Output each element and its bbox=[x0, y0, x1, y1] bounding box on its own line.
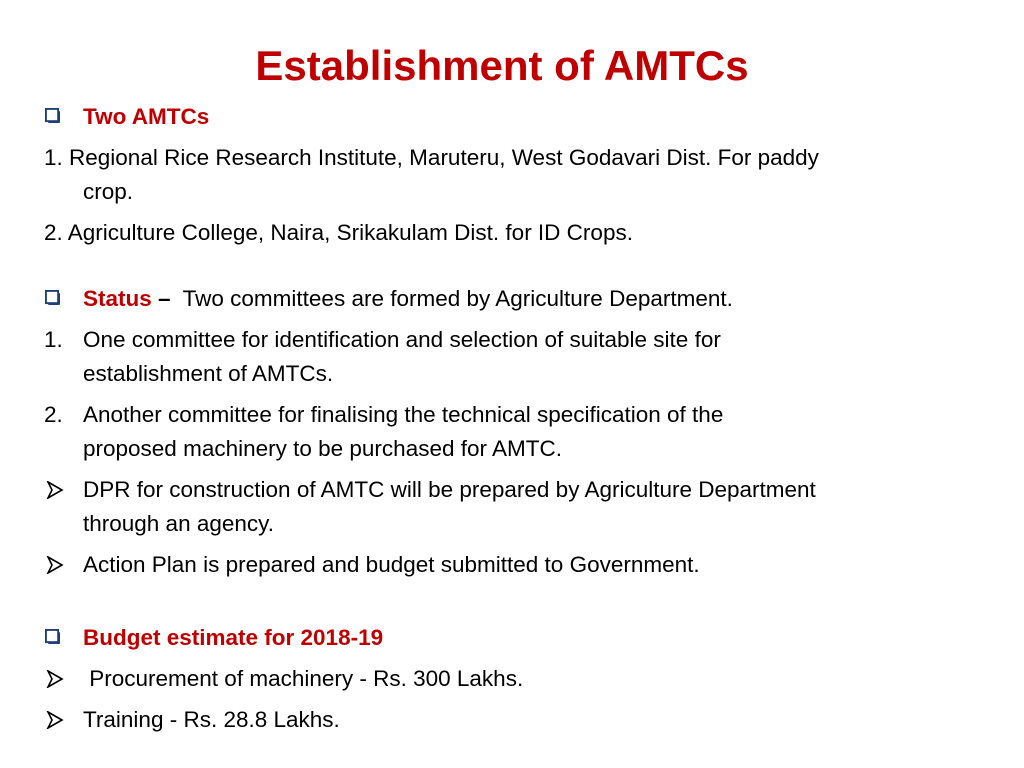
slide-title: Establishment of AMTCs bbox=[255, 42, 749, 89]
item-line: Another committee for finalising the technical specification of the bbox=[83, 402, 724, 427]
section-heading-row bbox=[44, 621, 974, 655]
arrow-bullet-icon bbox=[46, 670, 64, 688]
numbered-item bbox=[44, 398, 974, 466]
list-item-text: 1. Regional Rice Research Institute, Maruteru, West Godavari Dist. For paddy bbox=[44, 145, 819, 170]
section-heading: Budget estimate for 2018-19 bbox=[83, 625, 384, 650]
section-heading-row bbox=[44, 100, 974, 134]
status-heading-line bbox=[44, 282, 974, 316]
section-status bbox=[44, 282, 974, 582]
item-line: through an agency. bbox=[83, 511, 274, 536]
section-two-amtcs bbox=[44, 100, 974, 250]
arrow-bullet-icon bbox=[46, 556, 64, 574]
checkbox-bullet-icon bbox=[45, 290, 60, 305]
checkbox-bullet-icon bbox=[45, 629, 60, 644]
checkbox-bullet-icon bbox=[45, 108, 60, 123]
list-item bbox=[44, 141, 974, 209]
arrow-bullet-item bbox=[44, 548, 974, 582]
item-line: Training - Rs. 28.8 Lakhs. bbox=[83, 707, 340, 732]
numbered-item bbox=[44, 323, 974, 391]
section-heading: Status bbox=[83, 286, 152, 311]
section-budget bbox=[44, 621, 974, 737]
list-item bbox=[44, 216, 974, 250]
item-line: Action Plan is prepared and budget submitted to Government. bbox=[83, 552, 700, 577]
item-number: 1. bbox=[44, 327, 63, 352]
item-number: 2. bbox=[44, 402, 63, 427]
item-line: Procurement of machinery - Rs. 300 Lakhs. bbox=[83, 666, 524, 691]
arrow-bullet-item bbox=[44, 703, 974, 737]
section-heading: Two AMTCs bbox=[83, 104, 210, 129]
item-line: One committee for identification and selection of suitable site for bbox=[83, 327, 721, 352]
arrow-bullet-item bbox=[44, 473, 974, 541]
arrow-bullet-icon bbox=[46, 481, 64, 499]
list-item-continuation: crop. bbox=[83, 179, 134, 204]
arrow-bullet-icon bbox=[46, 711, 64, 729]
item-line: proposed machinery to be purchased for AMTC. bbox=[83, 436, 562, 461]
list-item-text: 2. Agriculture College, Naira, Srikakulam Dist. for ID Crops. bbox=[44, 220, 633, 245]
heading-rest: Two committees are formed by Agriculture Department. bbox=[182, 286, 733, 311]
section-heading-row bbox=[44, 282, 974, 316]
item-line: establishment of AMTCs. bbox=[83, 361, 334, 386]
heading-dash: – bbox=[158, 286, 171, 311]
item-line: DPR for construction of AMTC will be prepared by Agriculture Department bbox=[83, 477, 816, 502]
arrow-bullet-item bbox=[44, 662, 974, 696]
